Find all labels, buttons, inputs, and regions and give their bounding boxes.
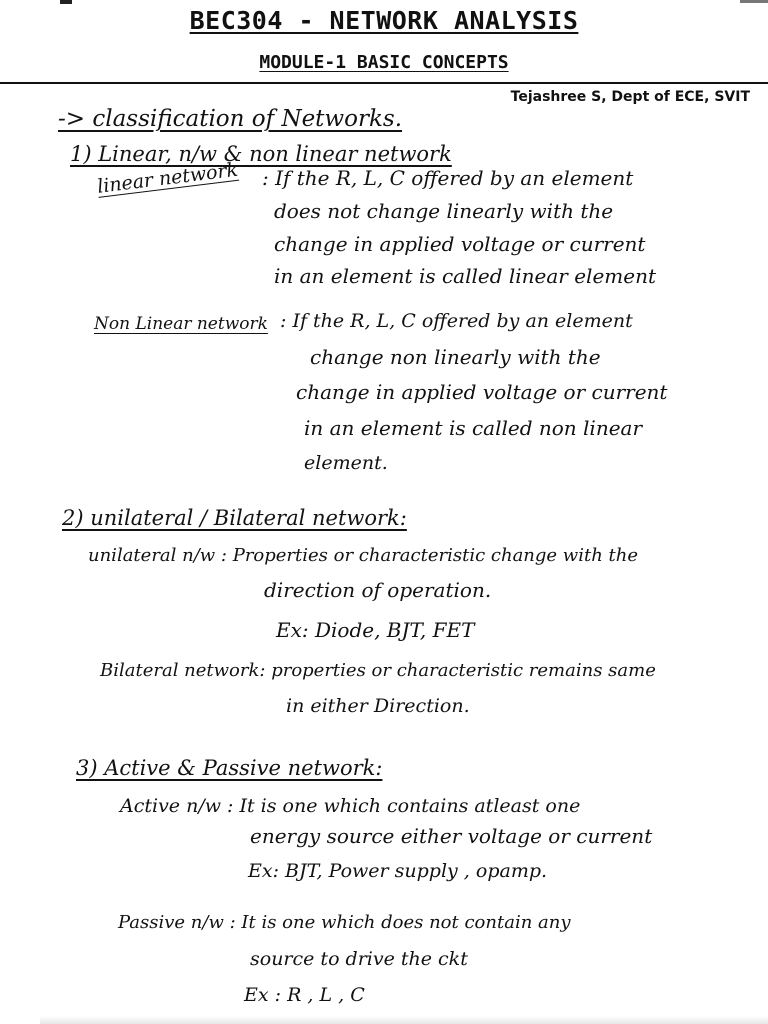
nonlinear-definition-line: element. (304, 452, 388, 474)
passive-line: source to drive the ckt (250, 948, 468, 970)
header-rule (0, 82, 768, 84)
active-example: Ex: BJT, Power supply , opamp. (248, 860, 548, 882)
top-edge-mark (60, 0, 72, 4)
active-line: Active n/w : It is one which contains atleast one (120, 795, 581, 817)
linear-network-term: linear network (96, 158, 240, 198)
section-3-title: 3) Active & Passive network: (76, 756, 383, 780)
bilateral-line: Bilateral network: properties or characteristic remains same (100, 660, 656, 681)
bilateral-line: in either Direction. (286, 695, 470, 717)
section-2-title: 2) unilateral / Bilateral network: (62, 506, 407, 530)
linear-definition-line: in an element is called linear element (274, 264, 657, 288)
nonlinear-network-term: Non Linear network (94, 314, 268, 334)
document-title: BEC304 - NETWORK ANALYSIS (189, 6, 579, 35)
linear-definition-line: change in applied voltage or current (274, 232, 646, 256)
nonlinear-definition-line: in an element is called non linear (304, 416, 643, 440)
nonlinear-definition-line: change in applied voltage or current (296, 380, 668, 404)
notes-heading: -> classification of Networks. (58, 106, 403, 132)
top-edge-mark (740, 0, 768, 3)
module-title: MODULE-1 BASIC CONCEPTS (259, 52, 509, 73)
linear-definition-line: : If the R, L, C offered by an element (262, 166, 634, 190)
nonlinear-definition-line: : If the R, L, C offered by an element (280, 310, 633, 332)
passive-line: Passive n/w : It is one which does not contain any (118, 912, 571, 933)
author-credit: Tejashree S, Dept of ECE, SVIT (510, 89, 750, 105)
active-line: energy source either voltage or current (250, 824, 653, 848)
unilateral-line: direction of operation. (264, 578, 492, 602)
unilateral-line: unilateral n/w : Properties or characteristic change with the (88, 545, 638, 566)
linear-definition-line: does not change linearly with the (274, 199, 614, 223)
section-1-title: 1) Linear, n/w & non linear network (70, 142, 452, 166)
nonlinear-definition-line: change non linearly with the (310, 345, 601, 369)
page-bottom-edge (40, 1016, 768, 1024)
unilateral-example: Ex: Diode, BJT, FET (276, 618, 475, 642)
passive-example: Ex : R , L , C (244, 984, 365, 1006)
